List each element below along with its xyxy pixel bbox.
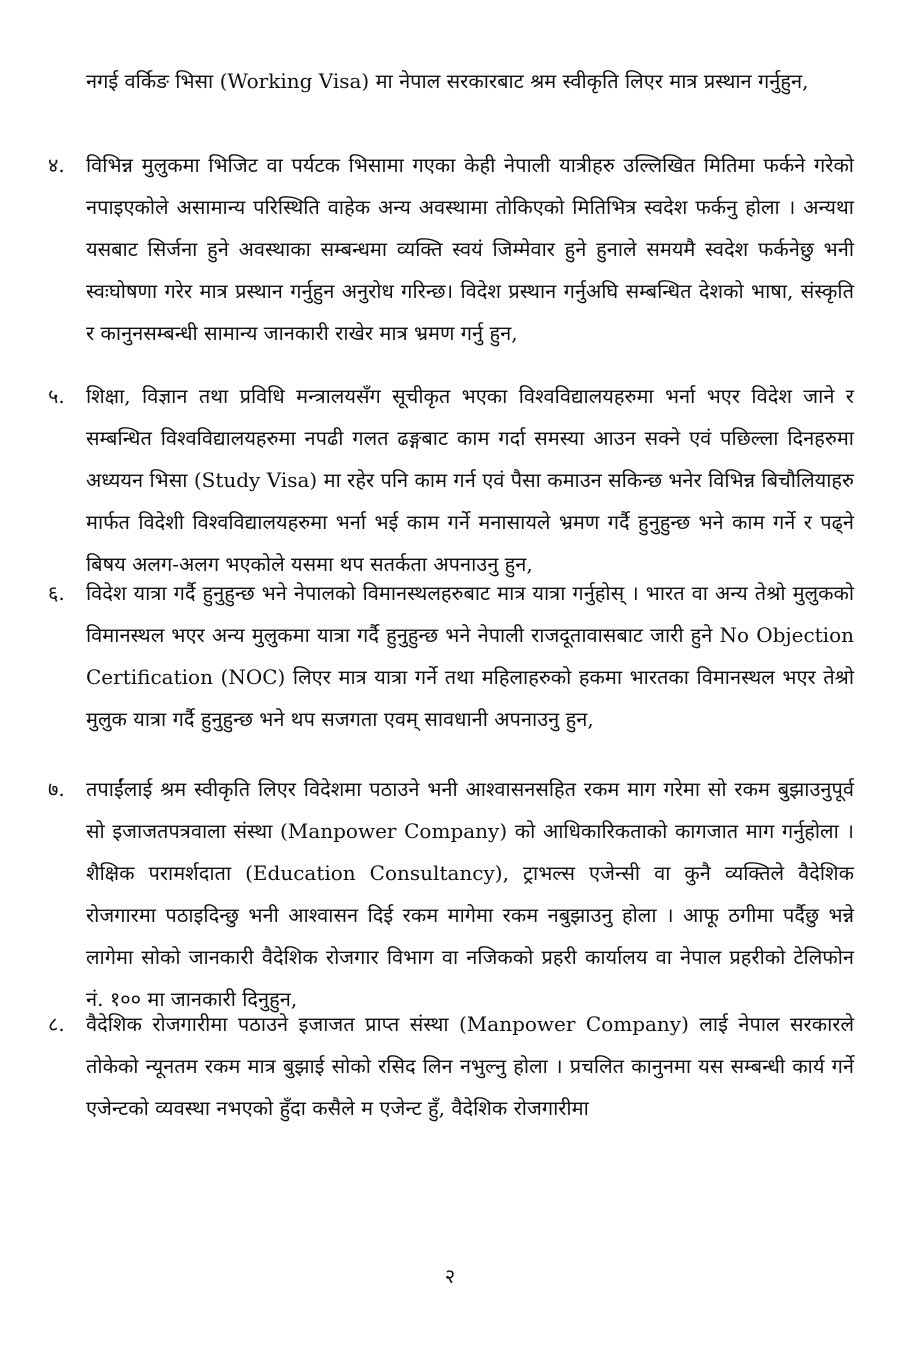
item-text: तपाईंलाई श्रम स्वीकृति लिएर विदेशमा पठाउने भनी आश्वासनसहित रकम माग गरेमा सो रकम बुझाउनुपूर्व सो इजाजतपत्रवाला संस्था (Manpower Company) को आधिकारिकताको कागजात माग गर्नुहोला । शैक्षिक परामर्शदाता (Education Consultancy), ट्राभल्स एजेन्सी वा कुनै व्यक्तिले वैदेशिक रोजगारमा पठाइदिन्छु भनी आश्वासन दिई रकम मागेमा रकम नबुझाउनु होला । आफू ठगीमा पर्दैछु भन्ने लागेमा सोको जानकारी वैदेशिक रोजगार विभाग वा नजिकको प्रहरी कार्यालय वा नेपाल प्रहरीको टेलिफोन नं. १०० मा जानकारी दिनुहुन, — [86, 777, 854, 1011]
list-item — [48, 375, 854, 585]
item-text: विदेश यात्रा गर्दै हुनुहुन्छ भने नेपालको विमानस्थलहरुबाट मात्र यात्रा गर्नुहोस् । भारत वा अन्य तेश्रो मुलुकको विमानस्थल भएर अन्य मुलुकमा यात्रा गर्दै हुनुहुन्छ भने नेपाली राजदूतावासबाट जारी हुने No Objection Certification (NOC) लिएर मात्र यात्रा गर्ने तथा महिलाहरुको हकमा भारतका विमानस्थल भएर तेश्रो मुलुक यात्रा गर्दै हुनुहुन्छ भने थप सजगता एवम् सावधानी अपनाउनु हुन, — [86, 581, 854, 731]
item-number: ६. — [48, 581, 65, 605]
item-number: ५. — [48, 384, 65, 408]
item-text: वैदेशिक रोजगारीमा पठाउने इजाजत प्राप्त संस्था (Manpower Company) लाई नेपाल सरकारले तोकेको न्यूनतम रकम मात्र बुझाई सोको रसिद लिन नभुल्नु होला । प्रचलित कानुनमा यस सम्बन्धी कार्य गर्ने एजेन्टको व्यवस्था नभएको हुँदा कसैले म एजेन्ट हुँ, वैदेशिक रोजगारीमा — [86, 1012, 854, 1120]
item-number: ८. — [48, 1012, 65, 1036]
list-item — [48, 572, 854, 740]
list-item — [48, 144, 854, 354]
item-number: ७. — [48, 777, 65, 801]
item-text: विभिन्न मुलुकमा भिजिट वा पर्यटक भिसामा गएका केही नेपाली यात्रीहरु उल्लिखित मितिमा फर्कने गरेको नपाइएकोले असामान्य परिस्थिति वाहेक अन्य अवस्थामा तोकिएको मितिभित्र स्वदेश फर्कनु होला । अन्यथा यसबाट सिर्जना हुने अवस्थाका सम्बन्धमा व्यक्ति स्वयं जिम्मेवार हुने हुनाले समयमै स्वदेश फर्कनेछु भनी स्वःघोषणा गरेर मात्र प्रस्थान गर्नुहुन अनुरोध गरिन्छ। विदेश प्रस्थान गर्नुअघि सम्बन्धित देशको भाषा, संस्कृति र कानुनसम्बन्धी सामान्य जानकारी राखेर मात्र भ्रमण गर्नु हुन, — [86, 153, 854, 345]
item-text: शिक्षा, विज्ञान तथा प्रविधि मन्त्रालयसँग सूचीकृत भएका विश्वविद्यालयहरुमा भर्ना भएर विदेश जाने र सम्बन्धित विश्वविद्यालयहरुमा नपढी गलत ढङ्गबाट काम गर्दा समस्या आउन सक्ने एवं पछिल्ला दिनहरुमा अध्ययन भिसा (Study Visa) मा रहेर पनि काम गर्न एवं पैसा कमाउन सकिन्छ भनेर विभिन्न बिचौलियाहरु मार्फत विदेशी विश्वविद्यालयहरुमा भर्ना भई काम गर्ने मनासायले भ्रमण गर्दै हुनुहुन्छ भने काम गर्ने र पढ्ने बिषय अलग-अलग भएकोले यसमा थप सतर्कता अपनाउनु हुन, — [86, 384, 854, 576]
page-number: २ — [444, 1264, 456, 1288]
list-item — [48, 1003, 854, 1129]
list-item — [48, 768, 854, 1020]
item-number: ४. — [48, 153, 65, 177]
continuation-paragraph: नगई वर्किङ भिसा (Working Visa) मा नेपाल सरकारबाट श्रम स्वीकृति लिएर मात्र प्रस्थान गर्नुहुन, — [86, 69, 809, 93]
